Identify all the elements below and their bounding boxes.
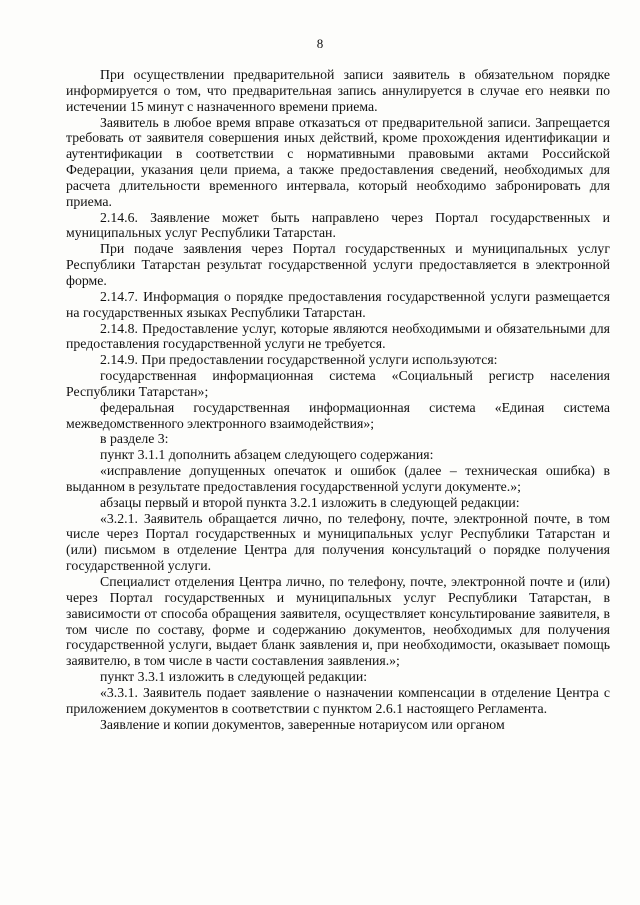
paragraph: «3.2.1. Заявитель обращается лично, по телефону, почте, электронной почте, в том числе через Портал государственных и муниципальных услуг Республики Татарстан и (или) письмом в отделение Центра для получения консультаций о порядке получения государственной услуги. — [66, 510, 610, 574]
paragraph: Заявитель в любое время вправе отказаться от предварительной записи. Запрещается требовать от заявителя совершения иных действий, кроме прохождения идентификации и аутентификации в соответствии с нормативными правовыми актами Российской Федерации, указания цели приема, а также предоставления сведений, необходимых для расчета длительности временного интервала, который необходимо забронировать для приема. — [66, 114, 610, 209]
paragraph: пункт 3.1.1 дополнить абзацем следующего содержания: — [100, 447, 434, 463]
paragraph: 2.14.7. Информация о порядке предоставления государственной услуги размещается на государственных языках Республики Татарстан. — [66, 288, 610, 320]
paragraph: в разделе 3: — [100, 431, 169, 447]
paragraph: 2.14.9. При предоставлении государственной услуги используются: — [100, 352, 498, 368]
paragraph: «исправление допущенных опечаток и ошибок (далее – техническая ошибка) в выданном в результате предоставления государственной услуги документе.»; — [66, 463, 610, 494]
paragraph: При подаче заявления через Портал государственных и муниципальных услуг Республики Татарстан результат государственной услуги предоставляется в электронной форме. — [66, 241, 610, 288]
paragraph: Специалист отделения Центра лично, по телефону, почте, электронной почте и (или) через Портал государственных и муниципальных услуг Республики Татарстан, в зависимости от способа обращения заявителя, осуществляет консультирование заявителя, в том числе по составу, форме и содержанию документов, необходимых для получения государственной услуги, выдает бланк заявления и, при необходимости, оказывает помощь заявителю, в том числе в части составления заявления.»; — [66, 574, 610, 669]
page-number: 8 — [316, 36, 324, 51]
paragraph: 2.14.8. Предоставление услуг, которые являются необходимыми и обязательными для предоставления государственной услуги не требуется. — [66, 320, 610, 352]
paragraph: государственная информационная система «Социальный регистр населения Республики Татарстан»; — [66, 368, 610, 399]
document-body — [66, 67, 610, 732]
paragraph: 2.14.6. Заявление может быть направлено через Портал государственных и муниципальных услуг Республики Татарстан. — [66, 209, 610, 241]
paragraph: При осуществлении предварительной записи заявитель в обязательном порядке информируется о том, что предварительная запись аннулируется в случае его неявки по истечении 15 минут с назначенного времени приема. — [66, 67, 610, 114]
paragraph: Заявление и копии документов, заверенные нотариусом или органом — [100, 716, 505, 732]
paragraph: пункт 3.3.1 изложить в следующей редакции: — [100, 669, 368, 685]
paragraph: федеральная государственная информационная система «Единая система межведомственного электронного взаимодействия»; — [66, 399, 610, 431]
paragraph: абзацы первый и второй пункта 3.2.1 изложить в следующей редакции: — [100, 494, 520, 510]
paragraph: «3.3.1. Заявитель подает заявление о назначении компенсации в отделение Центра с приложением документов в соответствии с пунктом 2.6.1 настоящего Регламента. — [66, 684, 610, 716]
